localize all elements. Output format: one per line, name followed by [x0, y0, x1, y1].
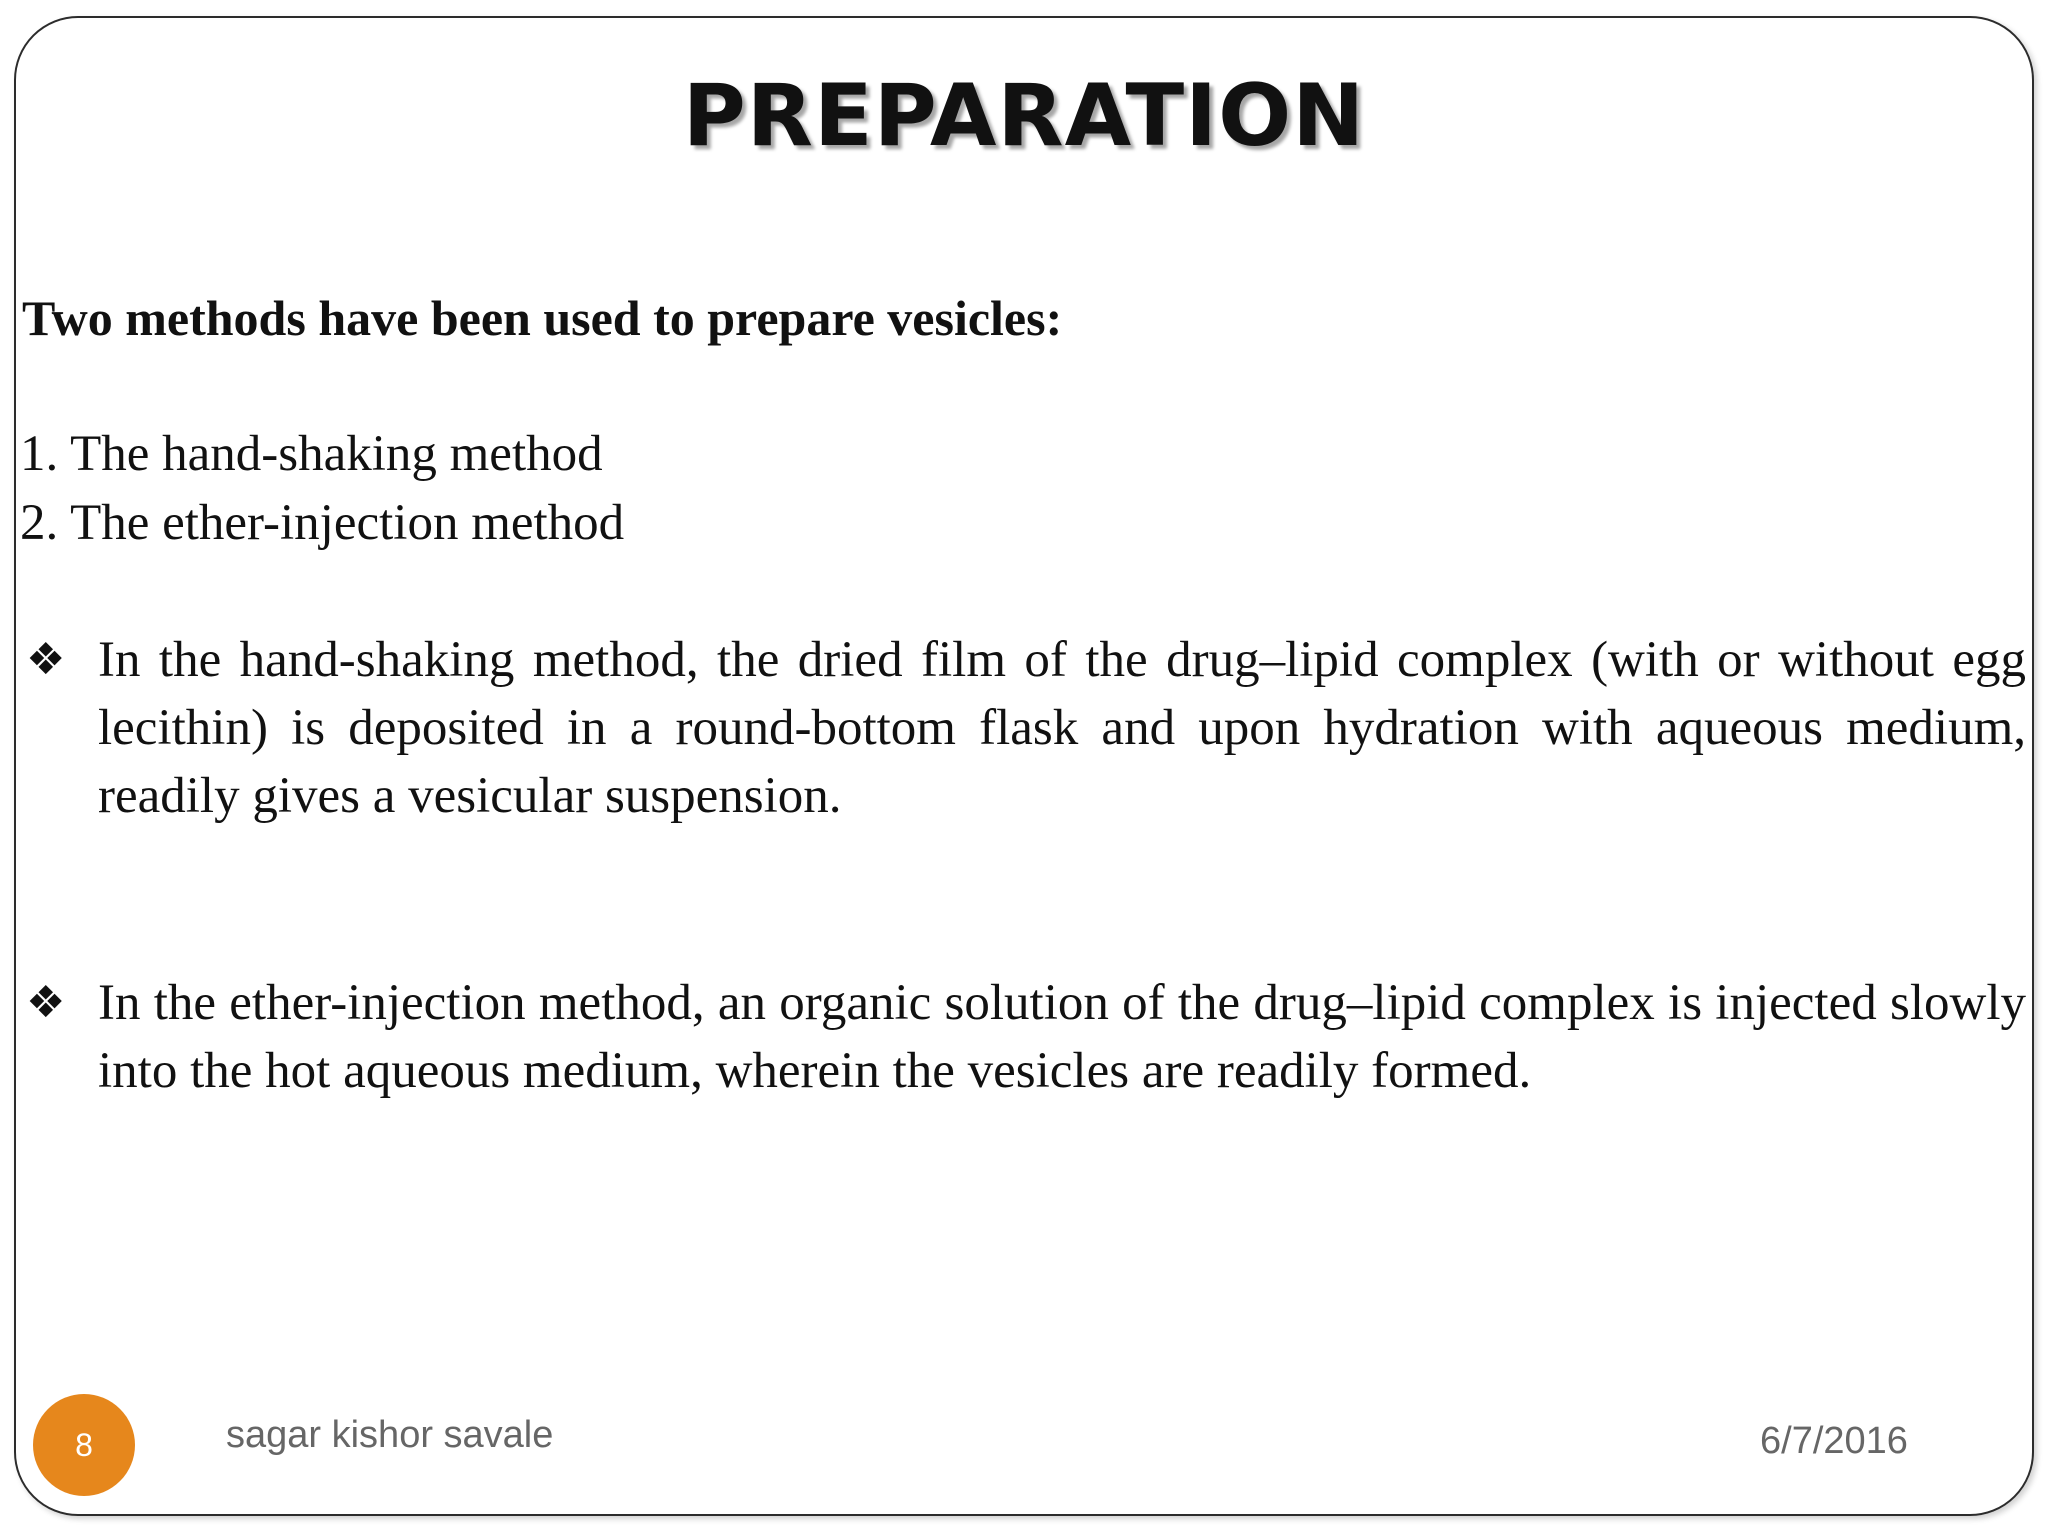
footer-author: sagar kishor savale — [226, 1414, 554, 1456]
intro-text: Two methods have been used to prepare vesicles: — [22, 290, 1063, 346]
bullet-text: In the hand-shaking method, the dried film of the drug–lipid complex (with or without egg lecithin) is deposited in a round-bottom flask and upon hydration with aqueous medium, readily gives a vesicular suspension. — [98, 632, 2026, 824]
bullet-hand-shaking — [22, 626, 2026, 830]
bullet-text: In the ether-injection method, an organic solution of the drug–lipid complex is injected slowly into the hot aqueous medium, wherein the vesicles are readily formed. — [98, 975, 2026, 1099]
method-item: 2. The ether-injection method — [20, 495, 625, 551]
method-list — [20, 420, 2010, 558]
diamond-bullet-icon: ❖ — [26, 634, 66, 685]
page-number-badge: 8 — [33, 1394, 135, 1496]
slide-title: PREPARATION — [682, 66, 1366, 166]
footer-date: 6/7/2016 — [1760, 1420, 1908, 1462]
diamond-bullet-icon: ❖ — [26, 977, 66, 1028]
bullet-ether-injection — [22, 969, 2026, 1105]
method-item: 1. The hand-shaking method — [20, 426, 603, 482]
